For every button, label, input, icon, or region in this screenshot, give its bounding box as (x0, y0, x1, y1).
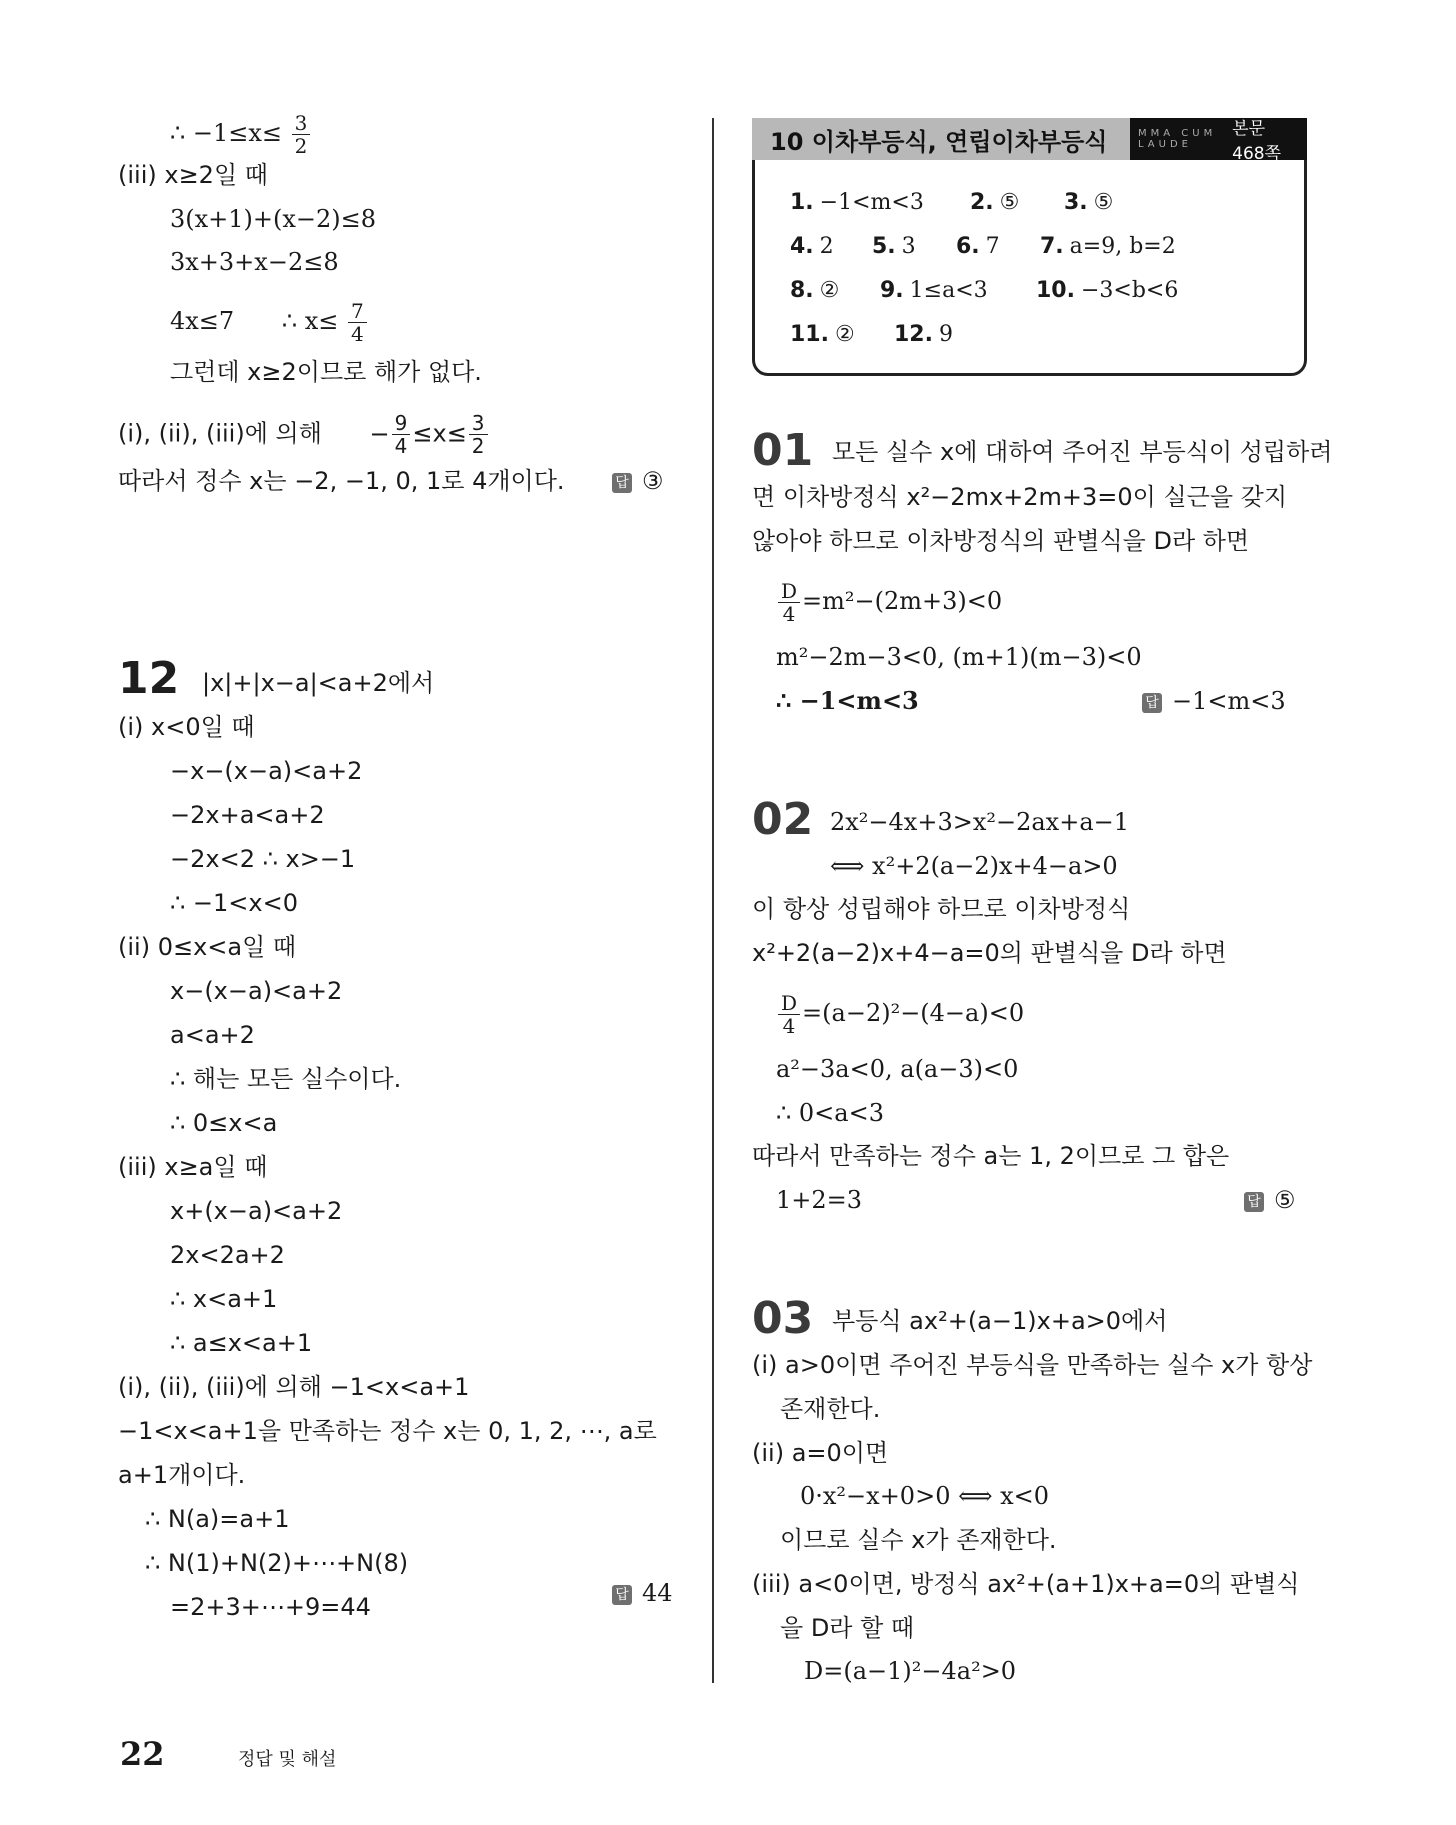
answer-key-item (880, 276, 988, 306)
answer-key-number: 6. (956, 234, 980, 259)
solution-line: a<a+2 (170, 1021, 255, 1049)
solution-line: (iii) x≥a일 때 (118, 1153, 268, 1181)
text-line: 을 D라 할 때 (780, 1614, 915, 1642)
answer-label: 답 (1244, 1192, 1264, 1212)
fraction (778, 580, 800, 625)
answer-key-value: 3 (901, 234, 916, 259)
answer-mark (612, 466, 664, 496)
problem-number: 03 (752, 1293, 814, 1344)
math-line (170, 300, 369, 345)
answer-key-value: 7 (985, 234, 1000, 259)
math-text: ∴ x≤ (281, 307, 339, 335)
case-heading: (iii) x≥2일 때 (118, 161, 268, 189)
answer-key-number: 4. (790, 234, 814, 259)
denominator: 2 (471, 434, 485, 458)
math-line (776, 992, 1024, 1037)
header-logo: MMA CUM LAUDE (1138, 128, 1217, 150)
section-title: 10 이차부등식, 연립이차부등식 (752, 118, 1130, 160)
solution-line: (i), (ii), (iii)에 의해 −1<x<a+1 (118, 1373, 470, 1401)
answer-key-number: 8. (790, 278, 814, 303)
text-line: 따라서 만족하는 정수 a는 1, 2이므로 그 합은 (752, 1142, 1230, 1170)
text-line: 존재한다. (780, 1395, 881, 1423)
solution-line: ∴ 해는 모든 실수이다. (170, 1065, 402, 1093)
solution-line: ∴ a≤x<a+1 (170, 1329, 313, 1357)
math-line (170, 112, 312, 157)
denominator: 4 (782, 1014, 796, 1038)
text-line: 모든 실수 x에 대하여 주어진 부등식이 성립하려 (832, 438, 1333, 466)
solution-line: 2x<2a+2 (170, 1241, 285, 1269)
math-line: m²−2m−3<0, (m+1)(m−3)<0 (776, 643, 1142, 671)
answer-key-item (956, 232, 1000, 262)
answer-mark (1142, 686, 1286, 716)
section-header (752, 118, 1307, 164)
math-line: 3x+3+x−2≤8 (170, 248, 339, 276)
answer-key-number: 2. (970, 190, 994, 215)
math-line (776, 580, 1002, 625)
math-text: − (369, 419, 390, 448)
answer-key-item (872, 232, 916, 262)
text-line: 이므로 실수 x가 존재한다. (780, 1526, 1057, 1554)
numerator: 3 (292, 112, 311, 135)
answer-key-item (894, 320, 953, 350)
answer-key-number: 3. (1064, 190, 1088, 215)
answer-label: 답 (1142, 693, 1162, 713)
answer-value: ③ (642, 467, 664, 495)
solution-line: −1<x<a+1을 만족하는 정수 x는 0, 1, 2, ⋯, a로 (118, 1417, 657, 1445)
math-text: =m²−(2m+3)<0 (802, 587, 1003, 615)
answer-value: ⑤ (1274, 1186, 1296, 1214)
solution-line: (ii) 0≤x<a일 때 (118, 933, 297, 961)
fraction (292, 112, 311, 157)
math-line (118, 412, 490, 457)
solution-line: x−(x−a)<a+2 (170, 977, 343, 1005)
answer-key-number: 9. (880, 278, 904, 303)
solution-line: −2x+a<a+2 (170, 801, 325, 829)
numerator: 7 (348, 300, 367, 323)
answer-key-value: ② (834, 322, 855, 347)
math-text: ≤x≤ (412, 419, 467, 448)
problem-number: 01 (752, 425, 814, 476)
answer-key-number: 1. (790, 190, 814, 215)
text-line: (ii) a=0이면 (752, 1439, 889, 1467)
numerator: 3 (469, 412, 488, 435)
answer-key-item (790, 276, 839, 306)
answer-key-item (1040, 232, 1176, 262)
solution-line: (i) x<0일 때 (118, 713, 255, 741)
answer-key-value: ⑤ (1093, 190, 1114, 215)
footer-title: 정답 및 해설 (238, 1749, 337, 1770)
solution-line: |x|+|x−a|<a+2에서 (202, 669, 435, 697)
answer-key-number: 11. (790, 322, 829, 347)
answer-key-value: a=9, b=2 (1069, 234, 1176, 259)
problem-number: 02 (752, 794, 814, 845)
math-line: ⟺ x²+2(a−2)x+4−a>0 (830, 852, 1118, 880)
text-line: 면 이차방정식 x²−2mx+2m+3=0이 실근을 갖지 (752, 483, 1288, 511)
column-divider (712, 118, 714, 1683)
denominator: 4 (394, 434, 408, 458)
text-line: 그런데 x≥2이므로 해가 없다. (170, 358, 482, 386)
page-reference: 본문 468쪽 (1232, 119, 1282, 164)
text-line: 부등식 ax²+(a−1)x+a>0에서 (832, 1307, 1168, 1335)
solution-line: ∴ N(1)+N(2)+⋯+N(8) (145, 1549, 409, 1577)
page-number: 22 (120, 1735, 165, 1773)
fraction (469, 412, 488, 457)
answer-label: 답 (612, 473, 632, 493)
math-line: 0·x²−x+0>0 ⟺ x<0 (800, 1482, 1050, 1510)
denominator: 2 (294, 134, 308, 158)
text-line: 따라서 정수 x는 −2, −1, 0, 1로 4개이다. (118, 467, 565, 495)
answer-key-value: ⑤ (999, 190, 1020, 215)
answer-key-number: 10. (1036, 278, 1075, 303)
math-line: 1+2=3 (776, 1186, 863, 1214)
fraction (392, 412, 411, 457)
math-text: =(a−2)²−(4−a)<0 (802, 999, 1025, 1027)
answer-key-item (790, 188, 924, 218)
text-line: 않아야 하므로 이차방정식의 판별식을 D라 하면 (752, 527, 1250, 555)
fraction (778, 992, 800, 1037)
text-line: (i) a>0이면 주어진 부등식을 만족하는 실수 x가 항상 (752, 1351, 1313, 1379)
math-text: (i), (ii), (iii)에 의해 (118, 419, 322, 448)
answer-mark (612, 1578, 673, 1608)
math-line: ∴ 0<a<3 (776, 1099, 884, 1127)
answer-key-value: 9 (938, 322, 953, 347)
numerator: 9 (392, 412, 411, 435)
answer-label: 답 (612, 1585, 632, 1605)
solution-line: −x−(x−a)<a+2 (170, 757, 363, 785)
answer-key-number: 7. (1040, 234, 1064, 259)
problem-number: 12 (118, 653, 180, 704)
math-line: a²−3a<0, a(a−3)<0 (776, 1055, 1019, 1083)
denominator: 4 (351, 322, 364, 346)
section-header-right (1130, 118, 1307, 164)
answer-key-value: 1≤a<3 (909, 278, 988, 303)
answer-key-item (1036, 276, 1178, 306)
solution-line: a+1개이다. (118, 1461, 246, 1489)
solution-line: x+(x−a)<a+2 (170, 1197, 343, 1225)
fraction (348, 300, 367, 345)
math-line: D=(a−1)²−4a²>0 (804, 1657, 1017, 1685)
solution-line: =2+3+⋯+9=44 (170, 1593, 371, 1621)
solution-line: −2x<2 ∴ x>−1 (170, 845, 356, 873)
solution-line: ∴ x<a+1 (170, 1285, 278, 1313)
answer-value: −1<m<3 (1172, 687, 1286, 715)
numerator: D (778, 992, 800, 1015)
answer-key-number: 5. (872, 234, 896, 259)
answer-value: 44 (642, 1579, 673, 1607)
answer-mark (1244, 1185, 1296, 1215)
answer-key-item (1064, 188, 1113, 218)
math-text: 4x≤7 (170, 307, 235, 335)
answer-key-item (790, 232, 834, 262)
text-line: x²+2(a−2)x+4−a=0의 판별식을 D라 하면 (752, 939, 1227, 967)
math-line: ∴ −1<m<3 (776, 686, 919, 715)
denominator: 4 (782, 602, 796, 626)
answer-key-value: ② (819, 278, 840, 303)
numerator: D (778, 580, 800, 603)
math-line: 2x²−4x+3>x²−2ax+a−1 (830, 808, 1130, 836)
answer-key-number: 12. (894, 322, 933, 347)
math-text: ∴ −1≤x≤ (170, 119, 283, 147)
answer-key-value: −3<b<6 (1080, 278, 1179, 303)
text-line: 이 항상 성립해야 하므로 이차방정식 (752, 895, 1131, 923)
math-line: 3(x+1)+(x−2)≤8 (170, 205, 377, 233)
text-line: (iii) a<0이면, 방정식 ax²+(a+1)x+a=0의 판별식 (752, 1570, 1300, 1598)
answer-key-value: −1<m<3 (819, 190, 924, 215)
answer-key-item (970, 188, 1019, 218)
solution-line: ∴ 0≤x<a (170, 1109, 278, 1137)
solution-line: ∴ N(a)=a+1 (145, 1505, 290, 1533)
answer-key-value: 2 (819, 234, 834, 259)
answer-key-item (790, 320, 855, 350)
solution-line: ∴ −1<x<0 (170, 889, 298, 917)
